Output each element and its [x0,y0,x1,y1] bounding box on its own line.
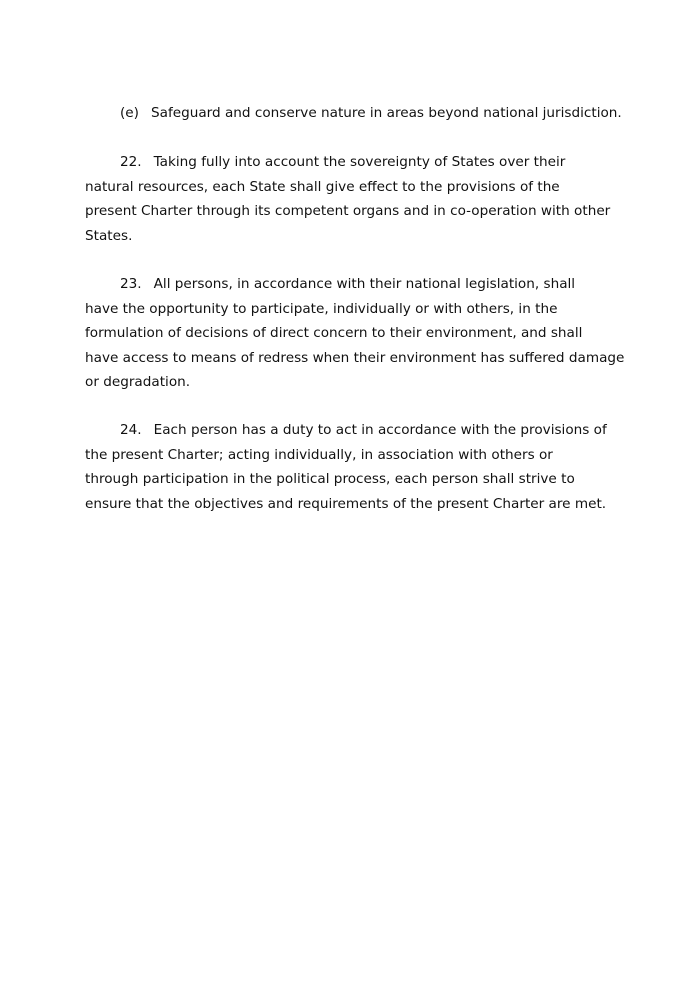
paragraph-line [85,150,625,175]
paragraph-line: or degradation. [85,374,191,390]
paragraph-number: 22. [120,154,142,170]
paragraph-line: ensure that the objectives and requirements of the present Charter are met. [85,495,607,512]
paragraph-line [85,101,625,126]
paragraph-line [85,418,625,443]
paragraph-text: Safeguard and conserve nature in areas beyond national jurisdiction. [150,105,622,121]
paragraph-number: 24. [120,422,142,438]
paragraph-line: have access to means of redress when their environment has suffered damage [85,349,625,366]
paragraph-line: present Charter through its competent organs and in co-operation with other [85,203,611,219]
paragraph-e [85,101,625,126]
paragraph-text: Each person has a duty to act in accordance with the provisions of [153,422,607,438]
paragraph-22 [85,150,625,248]
paragraph-line: States. [85,227,133,244]
paragraph-line: have the opportunity to participate, individually or with others, in the [85,300,558,317]
paragraph-line: the present Charter; acting individually, in association with others or [85,446,553,463]
paragraph-24 [85,418,625,516]
paragraph-number: 23. [120,276,142,292]
paragraph-line [85,272,625,297]
paragraph-line: formulation of decisions of direct concern to their environment, and shall [85,325,583,341]
paragraph-23 [85,272,625,395]
paragraph-line: natural resources, each State shall give effect to the provisions of the [85,178,560,195]
paragraph-text: All persons, in accordance with their national legislation, shall [153,276,576,292]
paragraph-text: Taking fully into account the sovereignty of States over their [153,154,566,170]
paragraph-line: through participation in the political process, each person shall strive to [85,471,575,487]
paragraph-number: (e) [120,105,139,121]
